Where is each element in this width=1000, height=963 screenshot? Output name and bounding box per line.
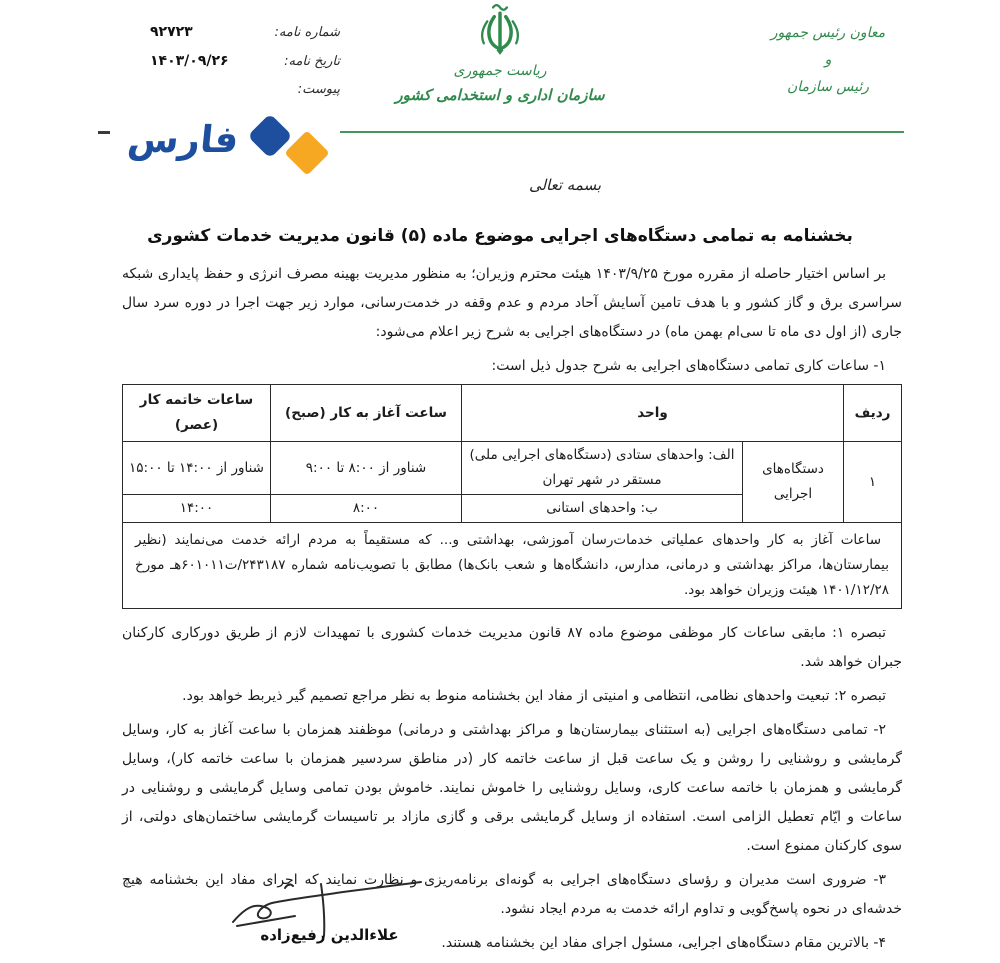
fars-logo-text: فارس <box>125 118 241 161</box>
letter-date-row <box>150 53 340 69</box>
signer-role-line1: معاون رئیس جمهور <box>770 25 886 41</box>
table-header-row <box>123 385 902 442</box>
note-1: تبصره ۱: مابقی ساعات کار موظفی موضوع ماده ۸۷ قانون مدیریت خدمات کشوری با تمهیدات لازم از طریق دورکاری کارکنان جبران خواهد شد. <box>122 625 902 670</box>
table-note-row <box>123 523 902 609</box>
header-row-number: ردیف <box>844 385 902 442</box>
logo-dash <box>98 131 110 134</box>
letter-number-label: شماره نامه: <box>274 25 340 40</box>
header-end-time: ساعات خاتمه کار (عصر) <box>123 385 271 442</box>
signer-role-line2: و <box>824 52 832 68</box>
letter-number-row <box>150 24 340 40</box>
item-1: ۱- ساعات کاری تمامی دستگاه‌های اجرایی به شرح جدول ذیل است: <box>491 358 886 374</box>
item-2: ۲- تمامی دستگاه‌های اجرایی (به استثنای بیمارستان‌ها و مراکز بهداشتی و درمانی) موظفند همزمان با ساعت آغاز به کار، وسایل گرمایشی و روشنایی را روشن و یک ساعت قبل از ساعت خاتمه کار (در مناطق سردسیر همزمان با ساعت خاتمه کار)، وسایل گرمایشی و همزمان با خاتمه ساعت کاری، وسایل روشنایی را خاموش نمایند. خاموش بودن تمامی وسایل گرمایشی و روشنایی در ساعات و ایّام تعطیل الزامی است. استفاده از وسایل گرمایشی برقی و گازی مازاد بر تاسیسات گرمایشی ساختمان‌های دولتی، از سوی کارکنان ممنوع است. <box>122 722 902 854</box>
header-start-time: ساعت آغاز به کار (صبح) <box>271 385 462 442</box>
letter-meta-block <box>150 24 340 110</box>
signer-role-line3: رئیس سازمان <box>787 79 869 95</box>
header-unit: واحد <box>462 385 844 442</box>
cell-row-number: ۱ <box>844 442 902 523</box>
letter-body <box>122 260 902 963</box>
cell-unit-a: الف: واحدهای ستادی (دستگاه‌های اجرایی ملی) مستقر در شهر تهران <box>462 442 743 495</box>
iran-emblem-icon <box>470 4 530 56</box>
cell-end-a: شناور از ۱۴:۰۰ تا ۱۵:۰۰ <box>123 442 271 495</box>
intro-paragraph: بر اساس اختیار حاصله از مقرره مورخ ۱۴۰۳/۹/۲۵ هیئت محترم وزیران؛ به منظور مدیریت بهینه مصرف انرژی و حفظ پایداری شبکه سراسری برق و گاز کشور و با هدف تامین آسایش آحاد مردم و عدم وقفه در خدمت‌رسانی، موارد زیر جهت اجرا در دوره سرد سال جاری (از اول دی ماه تا سی‌ام بهمن ماه) در دستگاه‌های اجرایی به شرح زیر اعلام می‌شود: <box>122 266 902 340</box>
letter-number-value: ۹۲۷۲۳ <box>150 24 193 40</box>
presidency-line: ریاست جمهوری <box>453 63 547 79</box>
note-2: تبصره ۲: تبعیت واحدهای نظامی، انتظامی و امنیتی از مفاد این بخشنامه منوط به نظر مراجع تصمیم گیر ذیربط خواهد بود. <box>182 688 886 704</box>
signature-block <box>222 878 437 944</box>
letter-date-value: ۱۴۰۳/۰۹/۲۶ <box>150 53 229 69</box>
signer-name: علاءالدین رفیع‌زاده <box>260 926 399 944</box>
letter-attachment-label: پیوست: <box>297 82 340 97</box>
fars-news-logo <box>112 106 340 176</box>
emblem-base <box>497 43 504 55</box>
cell-end-b: ۱۴:۰۰ <box>123 495 271 523</box>
letter-attachment-row <box>150 82 340 97</box>
table-row <box>123 442 902 495</box>
item-3: ۳- ضروری است مدیران و رؤسای دستگاه‌های اجرایی به گونه‌ای برنامه‌ریزی و نظارت نمایند که اجرای مفاد این بخشنامه هیچ خدشه‌ای در نحوه پاسخ‌گویی و تداوم ارائه خدمت به مردم ایجاد نشود. <box>122 872 902 917</box>
cell-start-a: شناور از ۸:۰۰ تا ۹:۰۰ <box>271 442 462 495</box>
item-4: ۴- بالاترین مقام دستگاه‌های اجرایی، مسئول اجرای مفاد این بخشنامه هستند. <box>441 935 886 951</box>
besmele-taala: بسمه تعالی <box>528 176 602 194</box>
letter-date-label: تاریخ نامه: <box>284 54 340 69</box>
organization-name: سازمان اداری و استخدامی کشور <box>395 86 605 104</box>
circular-title: بخشنامه به تمامی دستگاه‌های اجرایی موضوع ماده (۵) قانون مدیریت خدمات کشوری <box>147 226 853 246</box>
cell-start-b: ۸:۰۰ <box>271 495 462 523</box>
table-note: ساعات آغاز به کار واحدهای عملیاتی خدمات‌رسان آموزشی، بهداشتی و... که مستقیماً به مردم ارائه خدمت می‌نمایند (نظیر بیمارستان‌ها، مراکز بهداشتی و درمانی، مدارس، دانشگاه‌ها و شعب بانک‌ها) مطابق با تصویب‌نامه شماره ۲۴۳۱۸۷/ت۶۰۱۰۱۱هـ مورخ ۱۴۰۱/۱۲/۲۸ هیئت وزیران خواهد بود. <box>123 523 902 609</box>
cell-unit-b: ب: واحدهای استانی <box>462 495 743 523</box>
cell-group: دستگاه‌های اجرایی <box>743 442 844 523</box>
letterhead-center <box>388 4 612 104</box>
working-hours-table <box>122 384 902 609</box>
signer-role-block <box>728 20 928 101</box>
